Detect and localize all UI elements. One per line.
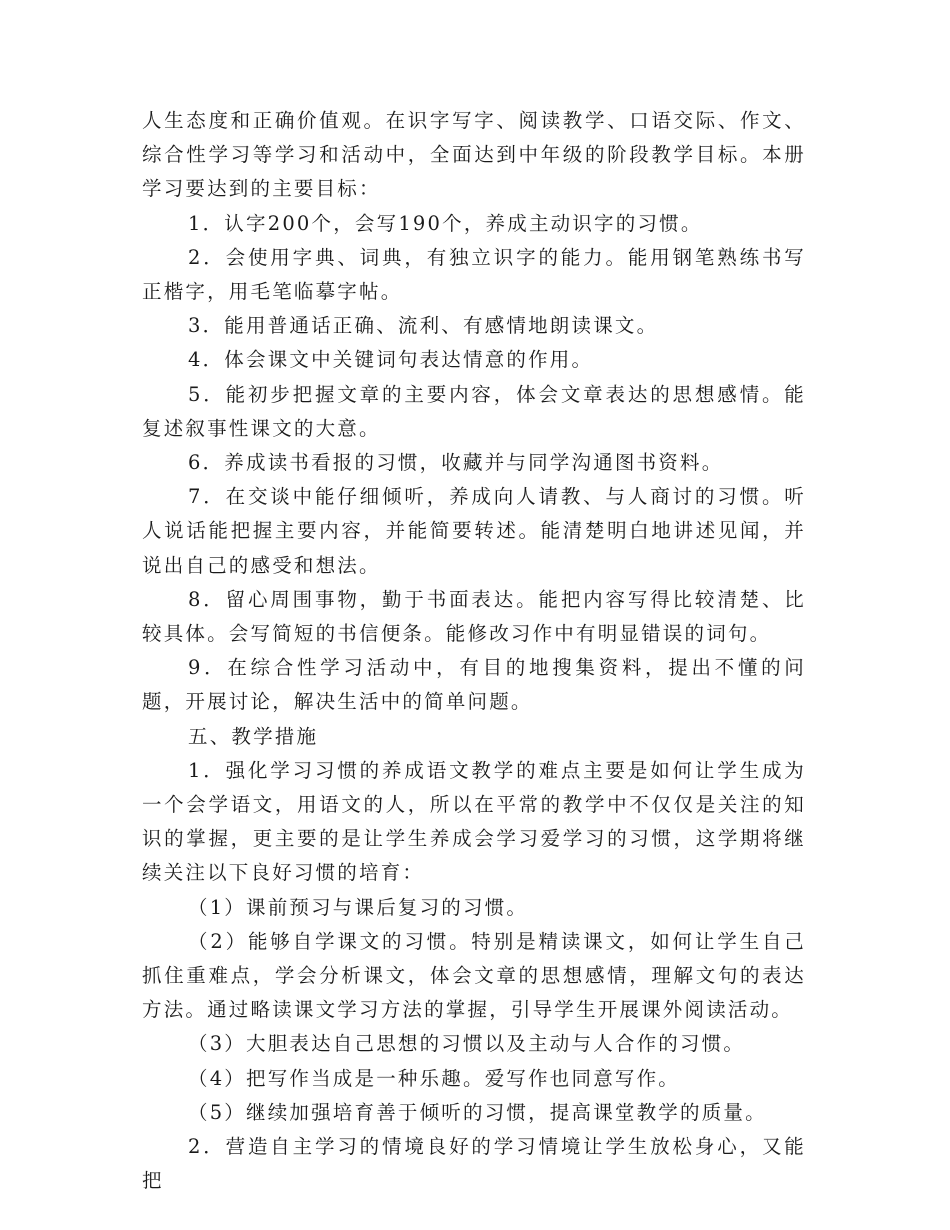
- habit-item-5: （5）继续加强培育善于倾听的习惯，提高课堂教学的质量。: [188, 1100, 767, 1124]
- goal-item-3: 3．能用普通话正确、流利、有感情地朗读课文。: [188, 314, 659, 338]
- habit-item-2: （2）能够自学课文的习惯。特别是精读课文，如何让学生自己抓住重难点，学会分析课文，体会文章的思想感情，理解文句的表达方法。通过略读课文学习方法的掌握，引导学生开展课外阅读活动。: [142, 929, 806, 1022]
- measure-item-2: 2．营造自主学习的情境良好的学习情境让学生放松身心，又能把: [142, 1135, 806, 1193]
- goal-item-1: 1．认字200个，会写190个，养成主动识字的习惯。: [188, 211, 703, 235]
- goal-item-8: 8．留心周围事物，勤于书面表达。能把内容写得比较清楚、比较具体。会写简短的书信便条。能修改习作中有明显错误的词句。: [142, 587, 806, 646]
- goal-item-6: 6．养成读书看报的习惯，收藏并与同学沟通图书资料。: [188, 451, 724, 475]
- habit-item-1: （1）课前预习与课后复习的习惯。: [188, 895, 529, 919]
- goal-item-2: 2．会使用字典、词典，有独立识字的能力。能用钢笔熟练书写正楷字，用毛笔临摹字帖。: [142, 245, 806, 304]
- habit-item-3: （3）大胆表达自己思想的习惯以及主动与人合作的习惯。: [188, 1032, 746, 1056]
- document-body: [142, 104, 806, 1199]
- section-heading-teaching-measures: 五、教学措施: [188, 724, 319, 748]
- goal-item-7: 7．在交谈中能仔细倾听，养成向人请教、与人商讨的习惯。听人说话能把握主要内容，并能简要转述。能清楚明白地讲述见闻，并说出自己的感受和想法。: [142, 485, 806, 577]
- habit-item-4: （4）把写作当成是一种乐趣。爱写作也同意写作。: [188, 1066, 681, 1090]
- goal-item-4: 4．体会课文中关键词句表达情意的作用。: [188, 348, 594, 372]
- measure-item-1: 1．强化学习习惯的养成语文教学的难点主要是如何让学生成为一个会学语文，用语文的人，所以在平常的教学中不仅仅是关注的知识的掌握，更主要的是让学生养成会学习爱学习的习惯，这学期将继续关注以下良好习惯的培育：: [142, 758, 806, 885]
- goal-item-9: 9．在综合性学习活动中，有目的地搜集资料，提出不懂的问题，开展讨论，解决生活中的简单问题。: [142, 656, 806, 714]
- paragraph-intro-continued: 人生态度和正确价值观。在识字写字、阅读教学、口语交际、作文、综合性学习等学习和活动中，全面达到中年级的阶段教学目标。本册学习要达到的主要目标：: [142, 109, 806, 201]
- goal-item-5: 5．能初步把握文章的主要内容，体会文章表达的思想感情。能复述叙事性课文的大意。: [142, 382, 806, 440]
